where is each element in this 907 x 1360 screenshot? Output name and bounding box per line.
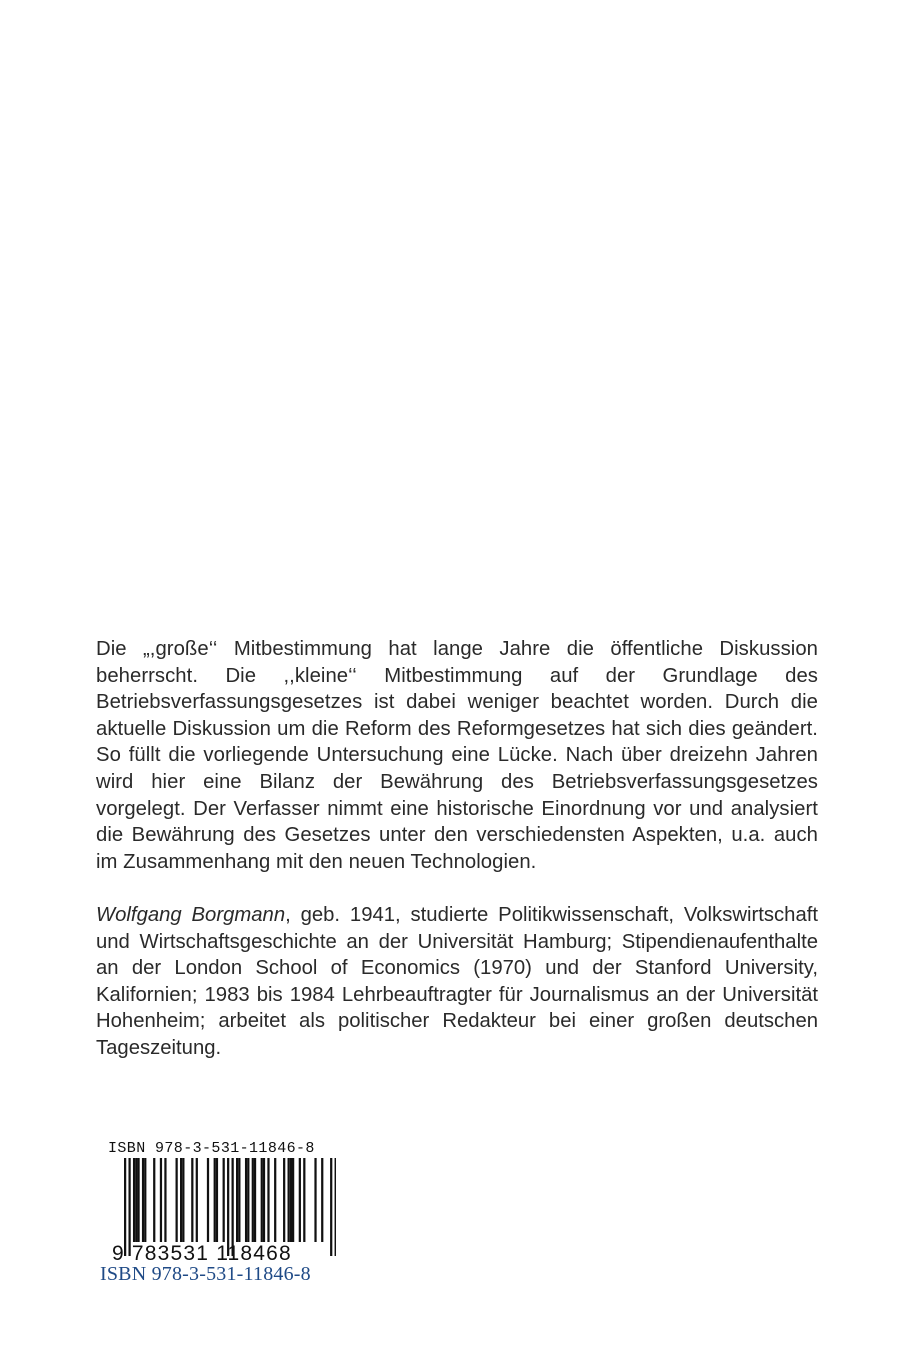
barcode-bar	[254, 1158, 256, 1242]
isbn-number: ISBN 978-3-531-11846-8	[100, 1263, 311, 1285]
author-bio	[96, 902, 818, 1062]
barcode-bar	[153, 1158, 155, 1242]
barcode-bar	[330, 1158, 332, 1256]
barcode-bar	[290, 1158, 292, 1242]
barcode-bar	[274, 1158, 276, 1242]
barcode-bar	[292, 1158, 294, 1242]
barcode-bar	[261, 1158, 263, 1242]
barcode-bar	[247, 1158, 249, 1242]
barcode-bar	[303, 1158, 305, 1242]
barcode-bar	[160, 1158, 162, 1242]
barcode-bar	[133, 1158, 135, 1242]
barcode-bar	[182, 1158, 184, 1242]
barcode-bar	[180, 1158, 182, 1242]
barcode-bar	[142, 1158, 144, 1242]
barcode-bar	[135, 1158, 137, 1242]
barcode-bar	[283, 1158, 285, 1242]
barcode-bar	[223, 1158, 225, 1242]
barcode-bar	[321, 1158, 323, 1242]
blurb-text: Die „,große‘‘ Mitbestimmung hat lange Jahre die öffentliche Diskussion beherrscht. Die ,,kleine‘‘ Mitbestimmung auf der Grundlage des Betriebsverfassungsgesetzes ist dabei weniger beachtet worden. Durch die aktuelle Diskussion um die Reform des Reformgesetzes hat sich dies geändert. So füllt die vorliegende Untersuchung eine Lücke. Nach über dreizehn Jahren wird hier eine Bilanz der Bewährung des Betriebsverfassungsgesetzes vorgelegt. Der Verfasser nimmt eine historische Einordnung vor und analysiert die Bewährung des Gesetzes unter den verschiedensten Aspekten, u.a. auch im Zusammenhang mit den neuen Technologien.	[96, 638, 818, 873]
barcode-bar	[164, 1158, 166, 1242]
barcode-bar	[245, 1158, 247, 1242]
author-bio-text: , geb. 1941, studierte Politikwissenschaft, Volkswirtschaft und Wirtschaftsgeschichte an der Universität Hamburg; Stipendienaufenthalte an der London School of Economics (1970) und der Stanford University, Kalifornien; 1983 bis 1984 Lehrbeauftragter für Journalismus an der Universität Hohenheim; arbeitet als politischer Redakteur bei einer großen deutschen Tageszeitung.	[96, 904, 818, 1059]
barcode-bar	[238, 1158, 240, 1242]
barcode-isbn-label: ISBN 978-3-531-11846-8	[108, 1140, 315, 1157]
barcode-bar	[176, 1158, 178, 1242]
barcode-bar	[214, 1158, 216, 1242]
barcode-bar	[207, 1158, 209, 1242]
barcode-bar	[314, 1158, 316, 1242]
barcode-digits: 9 783531 118468	[112, 1242, 292, 1265]
barcode-bar	[191, 1158, 193, 1242]
barcode-bar	[236, 1158, 238, 1242]
barcode-bar	[267, 1158, 269, 1242]
barcode-bar	[299, 1158, 301, 1242]
barcode-bar	[144, 1158, 146, 1242]
barcode-bar	[252, 1158, 254, 1242]
barcode-bar	[263, 1158, 265, 1242]
barcode-bar	[216, 1158, 218, 1242]
barcode-bar	[335, 1158, 336, 1256]
author-name: Wolfgang Borgmann	[96, 904, 286, 926]
barcode-bar	[288, 1158, 290, 1242]
barcode-bar	[196, 1158, 198, 1242]
barcode-bar	[137, 1158, 139, 1242]
